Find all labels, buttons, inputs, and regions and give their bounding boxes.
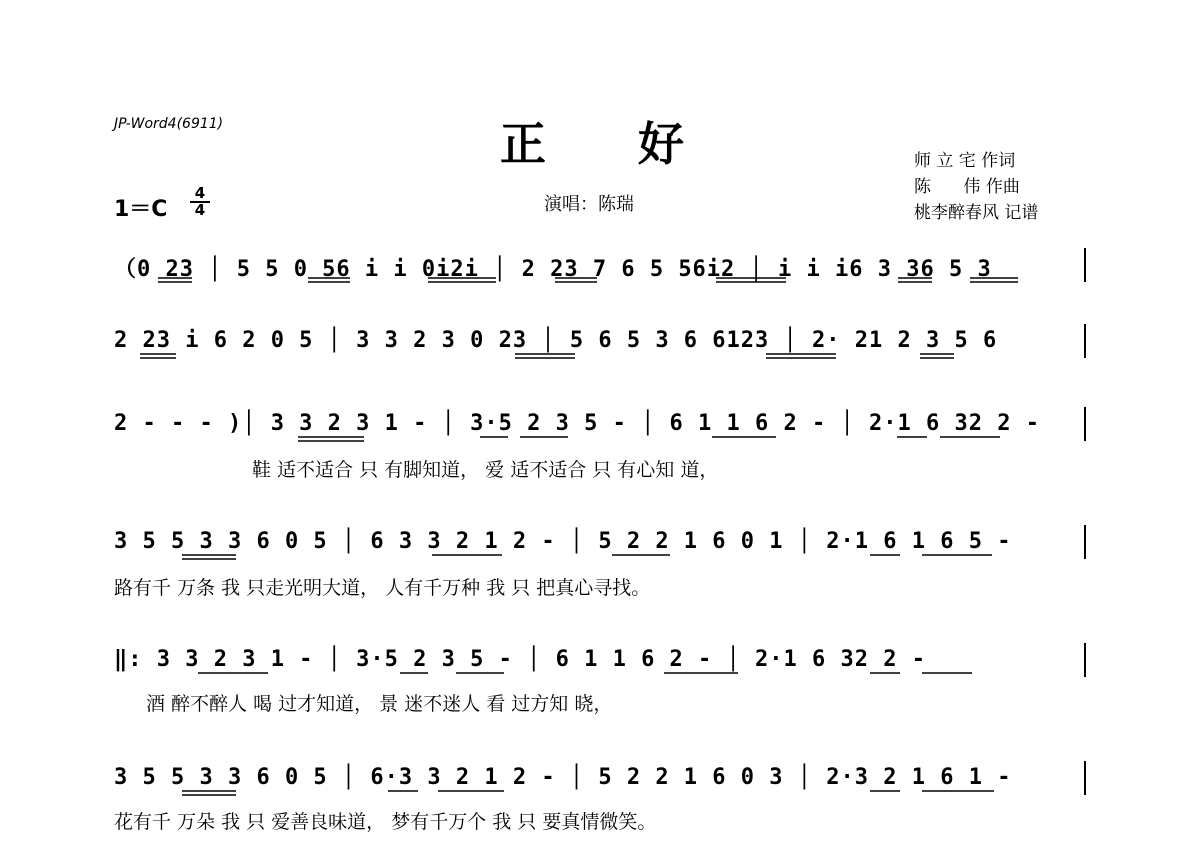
singer-credit: 演唱：陈瑞 [544,194,634,215]
notation-line-1: （0 23 │ 5 5 0 56 i i 0i2i │ 2 23 7 6 5 56i2 │ i i i6 3 36 5 3 [114,257,992,282]
notation-line-5: ‖: 3 3 2 3 1 - │ 3·5 2 3 5 - │ 6 1 1 6 2 - │ 2·1 6 32 2 - [114,647,926,672]
notation-line-2: 2 23 i 6 2 0 5 │ 3 3 2 3 0 23 │ 5 6 5 3 6 6123 │ 2· 21 2 3 5 6 [114,328,998,353]
notation-line-4: 3 5 5 3 3 6 0 5 │ 6 3 3 2 1 2 - │ 5 2 2 1 6 0 1 │ 2·1 6 1 6 5 - [114,529,1012,554]
lyrics-line-3: 酒 醉不醉人 喝 过才知道， 景 迷不迷人 看 过方知 晓， [146,693,613,715]
song-title: 正好 [500,117,776,171]
beam [140,354,954,358]
lyrics-line-1: 鞋 适不适合 只 有脚知道， 爱 适不适合 只 有心知 道， [252,459,719,481]
lyrics-line-2: 路有千 万条 我 只走光明大道， 人有千万种 我 只 把真心寻找。 [114,577,651,599]
notation-line-3: 2 - - - )│ 3 3 2 3 1 - │ 3·5 2 3 5 - │ 6 1 1 6 2 - │ 2·1 6 32 2 - [114,411,1040,436]
beam [298,437,1000,441]
composer-credit: 陈 伟 作曲 [914,177,1020,197]
lyricist-credit: 师 立 宅 作词 [914,151,1016,171]
lyrics-line-4: 花有千 万朵 我 只 爱善良味道， 梦有千万个 我 只 要真情微笑。 [114,811,657,833]
key-signature: 1＝C [114,197,168,222]
beam [158,278,1018,282]
meter-denominator: 4 [194,201,206,219]
transcriber-credit: 桃李醉春风 记谱 [914,203,1039,223]
beam [182,555,992,559]
beam [182,791,994,795]
meter-numerator: 4 [190,186,210,203]
software-version: JP-Word4(6911) [114,116,224,132]
notation-line-6: 3 5 5 3 3 6 0 5 │ 6·3 3 2 1 2 - │ 5 2 2 1 6 0 3 │ 2·3 2 1 6 1 - [114,765,1012,790]
